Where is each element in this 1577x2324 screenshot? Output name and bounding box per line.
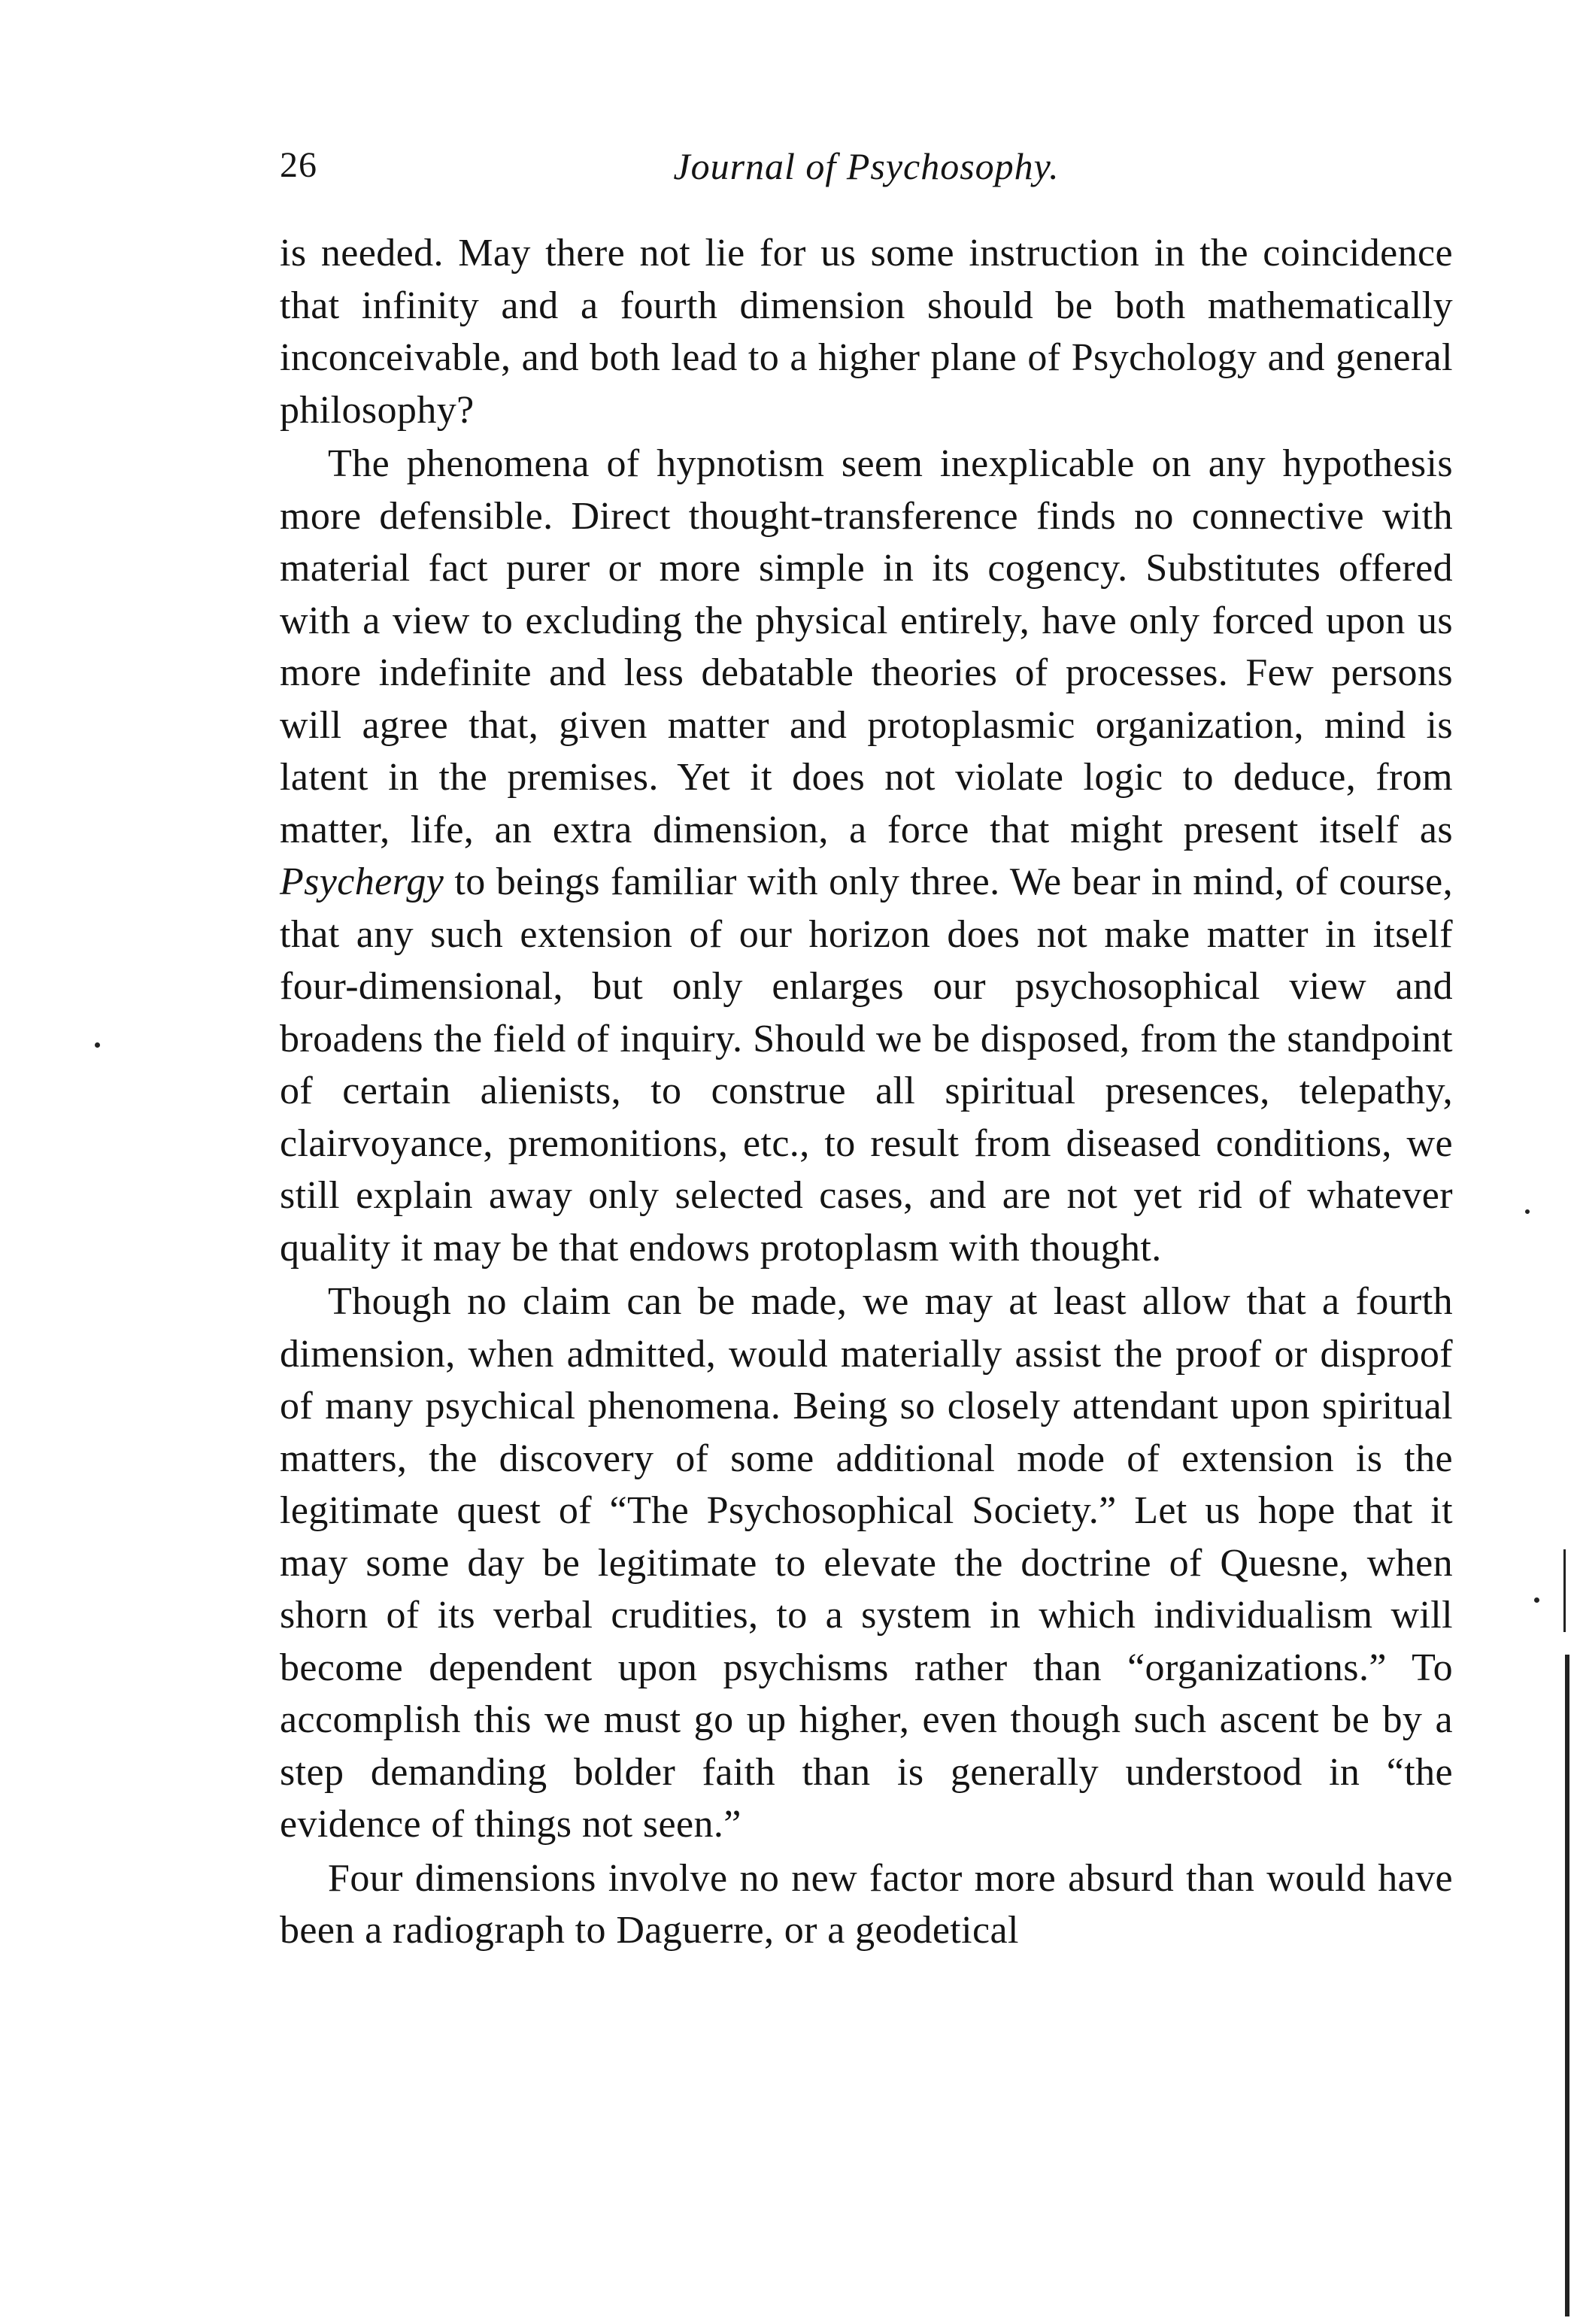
binding-edge-shadow bbox=[1565, 1655, 1569, 2316]
psychergy-italic-term: Psychergy bbox=[280, 860, 444, 903]
paragraph-2-text-after: to beings familiar with only three. We bear in mind, of course, that any such extension of our horizon does not make matter in itself four-dimensional, but only enlarges our psychosophical view and broadens the field of inquiry. Should we be disposed, from the standpoint of certain alienists, to construe all spiritual presences, telepathy, clairvoyance, premonitions, etc., to result from diseased conditions, we still explain away only selected cases, and are not yet rid of whatever quality it may be that endows protoplasm with thought. bbox=[280, 860, 1453, 1270]
paragraph-1: is needed. May there not lie for us some instruction in the coincidence that infinity and a fourth dimension should be both mathematically inconceivable, and both lead to a higher plane of Psychology and general philosophy? bbox=[280, 232, 1453, 432]
journal-title: Journal of Psychosophy. bbox=[673, 145, 1060, 187]
paragraph-4: Four dimensions involve no new factor more absurd than would have been a radiograph to Daguerre, or a geodetical bbox=[280, 1856, 1453, 1952]
page-number: 26 bbox=[280, 145, 317, 185]
stray-speck-left bbox=[95, 1042, 100, 1048]
stray-speck-right-upper bbox=[1525, 1209, 1530, 1214]
running-head bbox=[280, 144, 1453, 205]
paragraph-2-text-before: The phenomena of hypnotism seem inexplicable on any hypothesis more defensible. Direct thought-transference finds no connective with material fact purer or more simple in its cogency. Substitutes offered with a view to excluding the physical entirely, have only forced upon us more indefinite and less debatable theories of processes. Few persons will agree that, given matter and protoplasmic organization, mind is latent in the premises. Yet it does not violate logic to deduce, from matter, life, an extra dimension, a force that might present itself as bbox=[280, 442, 1453, 851]
body-text bbox=[280, 227, 1453, 1957]
paragraph-3: Though no claim can be made, we may at least allow that a fourth dimension, when admitted, would materially assist the proof or disproof of many psychical phenomena. Being so closely attendant upon spiritual matters, the discovery of some additional mode of extension is the legitimate quest of “The Psychosophical Society.” Let us hope that it may some day be legitimate to elevate the doctrine of Quesne, when shorn of its verbal crudities, to a system in which individualism will become dependent upon psychisms rather than “organizations.” To accomplish this we must go up higher, even though such ascent be by a step demanding bolder faith than is generally understood in “the evidence of things not seen.” bbox=[280, 1280, 1453, 1846]
binding-edge-shadow-upper bbox=[1563, 1549, 1566, 1632]
stray-speck-right-lower bbox=[1534, 1597, 1539, 1603]
paragraph-2 bbox=[280, 438, 1453, 1274]
